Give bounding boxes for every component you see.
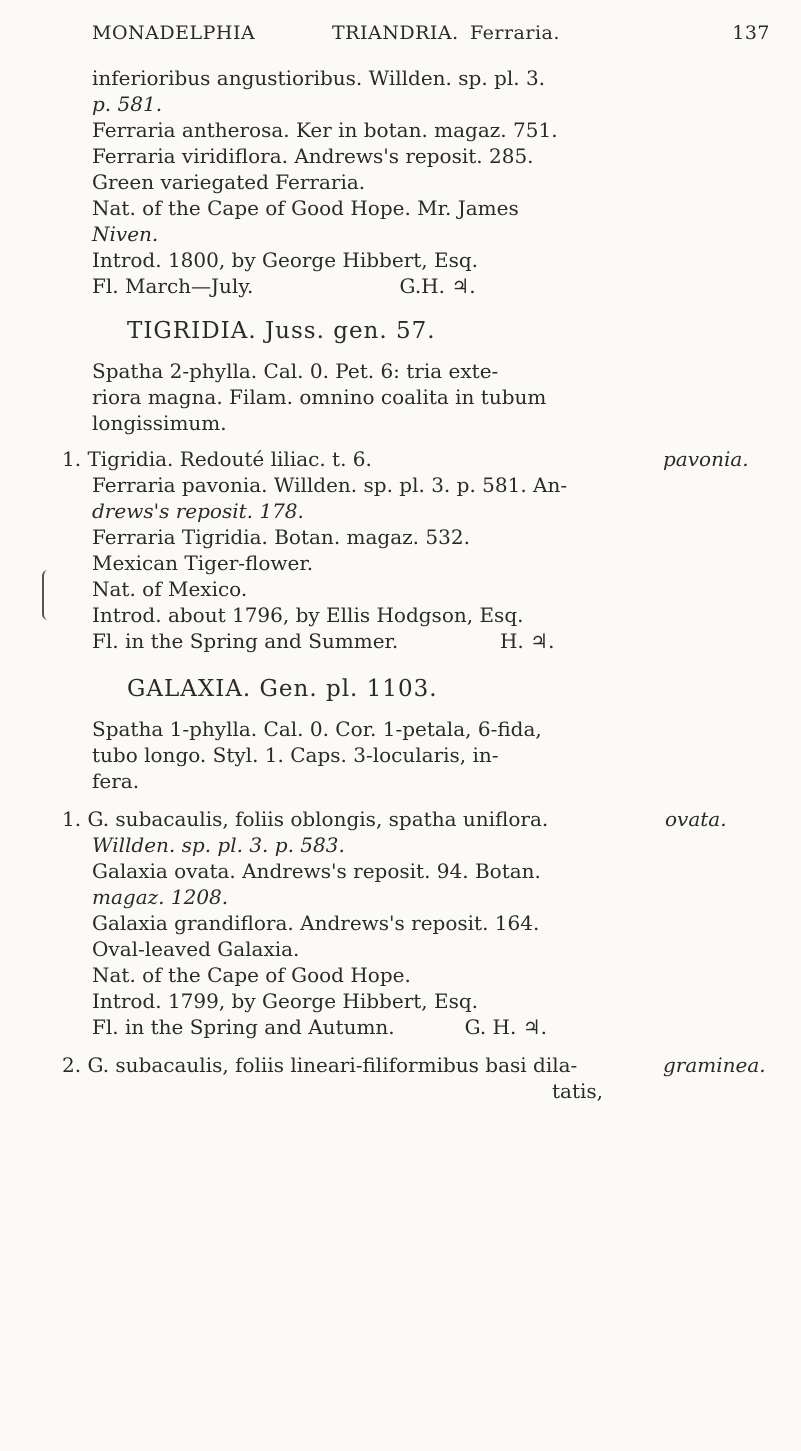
text-line: Nat. of the Cape of Good Hope. — [92, 963, 411, 987]
text-line: Ferraria Tigridia. Botan. magaz. 532. — [92, 525, 470, 549]
text-line: longissimum. — [92, 411, 227, 435]
text-line: tatis, — [552, 1079, 604, 1103]
header-genus: Ferraria. — [470, 22, 560, 44]
genus-heading: TIGRIDIA. Juss. gen. 57. — [127, 318, 436, 344]
text-line: magaz. 1208. — [92, 885, 229, 909]
running-header — [92, 22, 770, 52]
text-line: Ferraria viridiflora. Andrews's reposit. 285. — [92, 144, 534, 168]
text-line: Ferraria antherosa. Ker in botan. magaz. 751. — [92, 118, 558, 142]
text-line: Spatha 1-phylla. Cal. 0. Cor. 1-petala, 6-fida, — [92, 717, 542, 741]
text-line: Fl. in the Spring and Autumn. G. H. ♃. — [92, 1015, 547, 1039]
genus-heading: GALAXIA. Gen. pl. 1103. — [127, 676, 438, 702]
species-epithet: ovata. — [665, 807, 727, 831]
text-line: Introd. 1799, by George Hibbert, Esq. — [92, 989, 479, 1013]
text-line: Galaxia grandiflora. Andrews's reposit. 164. — [92, 911, 540, 935]
text-line: p. 581. — [92, 92, 163, 116]
text-line: fera. — [92, 769, 140, 793]
species-line: 1. G. subacaulis, foliis oblongis, spatha uniflora. — [62, 807, 549, 831]
text-line: Mexican Tiger-flower. — [92, 551, 314, 575]
species-line: 2. G. subacaulis, foliis lineari-filiformibus basi dila- — [62, 1053, 578, 1077]
text-line: Fl. in the Spring and Summer. H. ♃. — [92, 629, 555, 653]
page-number: 137 — [732, 22, 770, 44]
text-line: riora magna. Filam. omnino coalita in tubum — [92, 385, 547, 409]
text-line: Introd. 1800, by George Hibbert, Esq. — [92, 248, 479, 272]
header-class: MONADELPHIA — [92, 22, 256, 44]
text-line: Green variegated Ferraria. — [92, 170, 366, 194]
text-line: inferioribus angustioribus. Willden. sp. pl. 3. — [92, 66, 546, 90]
text-line: Introd. about 1796, by Ellis Hodgson, Esq. — [92, 603, 524, 627]
text-line: Niven. — [92, 222, 159, 246]
text-line: Galaxia ovata. Andrews's reposit. 94. Botan. — [92, 859, 541, 883]
text-line: Spatha 2-phylla. Cal. 0. Pet. 6: tria exte- — [92, 359, 499, 383]
header-order: TRIANDRIA. — [332, 22, 459, 44]
species-line: 1. Tigridia. Redouté liliac. t. 6. — [62, 447, 372, 471]
species-epithet: graminea. — [663, 1053, 766, 1077]
text-line: Fl. March—July. G.H. ♃. — [92, 274, 476, 298]
text-line: Ferraria pavonia. Willden. sp. pl. 3. p. 581. An- — [92, 473, 568, 497]
text-line: Oval-leaved Galaxia. — [92, 937, 300, 961]
text-line: Willden. sp. pl. 3. p. 583. — [92, 833, 345, 857]
text-line: tubo longo. Styl. 1. Caps. 3-locularis, in- — [92, 743, 499, 767]
text-line: drews's reposit. 178. — [92, 499, 304, 523]
margin-bracket — [42, 570, 52, 620]
species-epithet: pavonia. — [663, 447, 749, 471]
text-line: Nat. of Mexico. — [92, 577, 248, 601]
text-line: Nat. of the Cape of Good Hope. Mr. James — [92, 196, 519, 220]
